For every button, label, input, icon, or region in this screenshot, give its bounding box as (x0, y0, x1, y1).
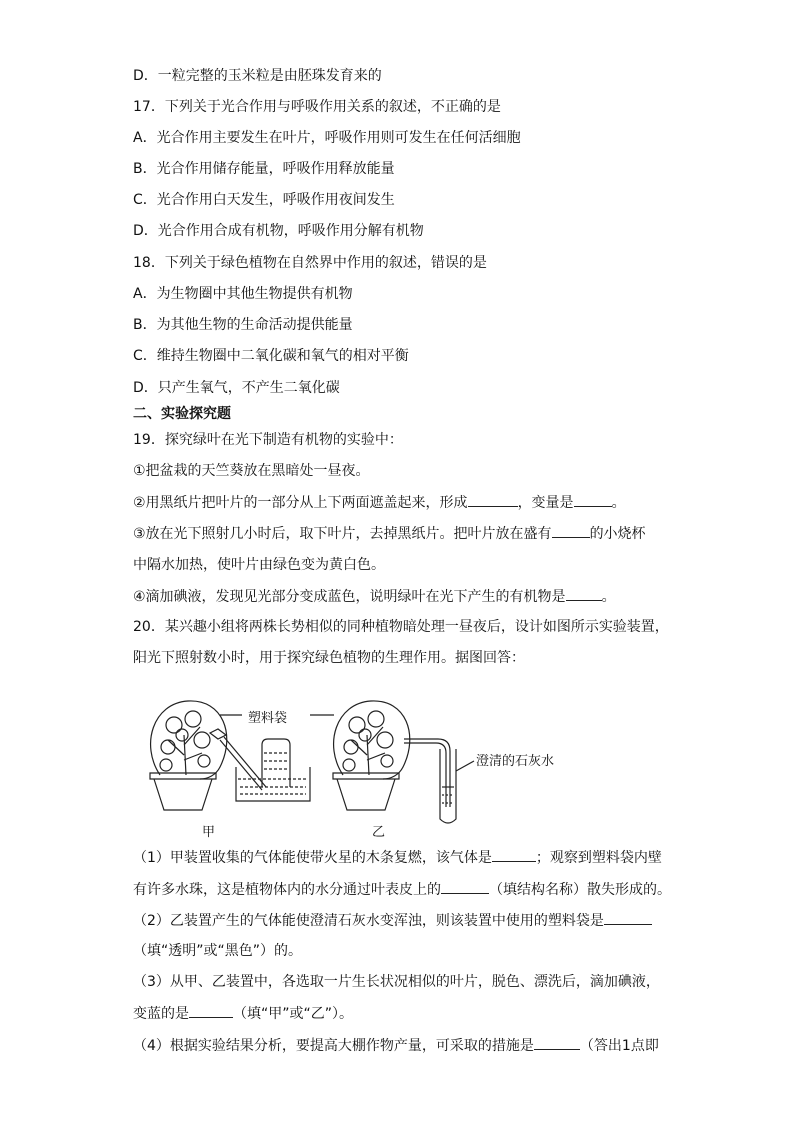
subq-3: （3）从甲、乙装置中，各选取一片生长状况相似的叶片，脱色、漂洗后，滴加碘液， (133, 974, 660, 990)
label-limewater: 澄清的石灰水 (476, 754, 555, 769)
label-jia: 甲 (202, 825, 216, 840)
question-20-cont: 阳光下照射数小时，用于探究绿色植物的生理作用。据图回答： (133, 650, 525, 666)
subq-2-cont: （填“透明”或“黑色”）的。 (133, 943, 303, 959)
experiment-figure (138, 695, 568, 840)
line-0: D．一粒完整的玉米粒是由胚珠发育来的 (133, 68, 382, 84)
label-plastic-bag: 塑料袋 (248, 711, 288, 726)
option-18b: B．为其他生物的生命活动提供能量 (133, 317, 353, 333)
answer-blank[interactable] (604, 910, 652, 925)
answer-blank[interactable] (441, 879, 489, 894)
step-3: ③放在光下照射几小时后，取下叶片，去掉黑纸片。把叶片放在盛有 的小烧杯 (133, 523, 646, 544)
option-17c: C．光合作用白天发生，呼吸作用夜间发生 (133, 192, 395, 208)
question-17: 17．下列关于光合作用与呼吸作用关系的叙述，不正确的是 (133, 99, 501, 115)
answer-blank[interactable] (566, 586, 602, 601)
answer-blank[interactable] (468, 492, 518, 507)
subq-4: （4）根据实验结果分析，要提高大棚作物产量，可采取的措施是 （答出1点即 (133, 1035, 659, 1056)
answer-blank[interactable] (492, 847, 536, 862)
answer-blank[interactable] (534, 1035, 580, 1050)
subq-3-cont: 变蓝的是 （填“甲”或“乙”）。 (133, 1003, 353, 1024)
option-17b: B．光合作用储存能量，呼吸作用释放能量 (133, 161, 395, 177)
answer-blank[interactable] (574, 492, 612, 507)
option-18d: D．只产生氧气，不产生二氧化碳 (133, 380, 340, 396)
step-1: ①把盆栽的天竺葵放在黑暗处一昼夜。 (133, 463, 370, 479)
subq-1-cont: 有许多水珠，这是植物体内的水分通过叶表皮上的 （填结构名称）散失形成的。 (133, 879, 671, 900)
answer-blank[interactable] (189, 1003, 233, 1018)
section-heading: 二、实验探究题 (133, 406, 231, 422)
answer-blank[interactable] (552, 523, 590, 538)
question-19: 19．探究绿叶在光下制造有机物的实验中： (133, 432, 403, 448)
option-18c: C．维持生物圈中二氧化碳和氧气的相对平衡 (133, 348, 409, 364)
option-17a: A．光合作用主要发生在叶片，呼吸作用则可发生在任何活细胞 (133, 130, 521, 146)
step-2: ②用黑纸片把叶片的一部分从上下两面遮盖起来，形成 ，变量是 。 (133, 492, 626, 513)
question-20: 20．某兴趣小组将两株长势相似的同种植物暗处理一昼夜后，设计如图所示实验装置， (133, 619, 669, 635)
subq-2: （2）乙装置产生的气体能使澄清石灰水变浑浊，则该装置中使用的塑料袋是 (133, 910, 652, 931)
subq-1: （1）甲装置收集的气体能使带火星的木条复燃，该气体是 ；观察到塑料袋内壁 (133, 847, 662, 868)
step-3-cont: 中隔水加热，使叶片由绿色变为黄白色。 (133, 557, 385, 573)
question-18: 18．下列关于绿色植物在自然界中作用的叙述，错误的是 (133, 255, 487, 271)
option-17d: D．光合作用合成有机物，呼吸作用分解有机物 (133, 223, 424, 239)
step-4: ④滴加碘液，发现见光部分变成蓝色，说明绿叶在光下产生的有机物是 。 (133, 586, 616, 607)
label-yi: 乙 (372, 825, 386, 840)
option-18a: A．为生物圈中其他生物提供有机物 (133, 286, 353, 302)
